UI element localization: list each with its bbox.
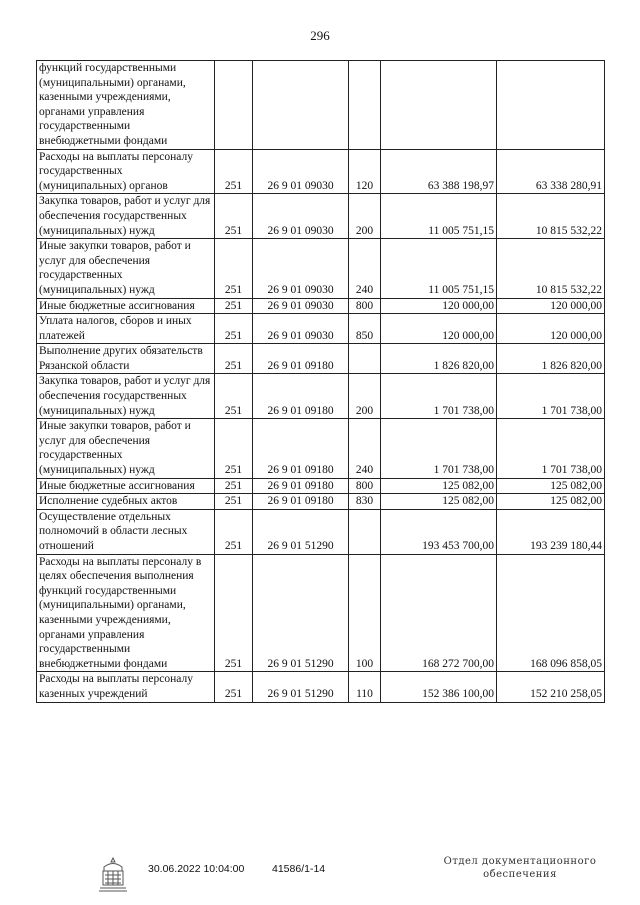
row-csr-cell: 26 9 01 51290	[253, 672, 349, 702]
row-vr-cell: 830	[349, 494, 381, 510]
row-ved-cell: 251	[215, 478, 253, 494]
row-fact-cell: 193 239 180,44	[497, 509, 605, 554]
table-row	[37, 672, 605, 702]
row-name-cell: функций государственными (муниципальными) органами, казенными учреждениями, органами управления государственными внебюджетными фондами	[37, 61, 215, 150]
row-csr-cell: 26 9 01 09030	[253, 314, 349, 344]
row-plan-cell: 168 272 700,00	[381, 554, 497, 672]
row-name-cell: Выполнение других обязательств Рязанской области	[37, 344, 215, 374]
row-vr-cell: 120	[349, 149, 381, 194]
row-csr-cell: 26 9 01 09180	[253, 478, 349, 494]
registration-date: 30.06.2022 10:04:00	[148, 863, 245, 875]
row-plan-cell	[381, 61, 497, 150]
page-number: 296	[310, 28, 330, 43]
row-csr-cell: 26 9 01 51290	[253, 554, 349, 672]
coat-of-arms-icon	[96, 855, 130, 895]
row-name-cell: Закупка товаров, работ и услуг для обеспечения государственных (муниципальных) нужд	[37, 374, 215, 419]
row-csr-cell: 26 9 01 09180	[253, 374, 349, 419]
row-plan-cell: 1 826 820,00	[381, 344, 497, 374]
row-fact-cell: 10 815 532,22	[497, 194, 605, 239]
row-plan-cell: 120 000,00	[381, 298, 497, 314]
table-row	[37, 239, 605, 298]
registration-number: 41586/1-14	[272, 863, 326, 875]
row-ved-cell: 251	[215, 374, 253, 419]
budget-table-body	[37, 61, 605, 703]
row-plan-cell: 11 005 751,15	[381, 239, 497, 298]
row-name-cell: Иные бюджетные ассигнования	[37, 298, 215, 314]
row-csr-cell: 26 9 01 09180	[253, 344, 349, 374]
row-csr-cell: 26 9 01 09030	[253, 298, 349, 314]
row-vr-cell: 100	[349, 554, 381, 672]
row-vr-cell: 110	[349, 672, 381, 702]
row-ved-cell: 251	[215, 554, 253, 672]
page-footer	[0, 853, 640, 903]
row-plan-cell: 63 388 198,97	[381, 149, 497, 194]
row-name-cell: Уплата налогов, сборов и иных платежей	[37, 314, 215, 344]
row-plan-cell: 125 082,00	[381, 478, 497, 494]
row-vr-cell: 200	[349, 374, 381, 419]
row-ved-cell: 251	[215, 344, 253, 374]
table-row	[37, 344, 605, 374]
office-stamp: Отдел документационного обеспечения	[443, 856, 597, 880]
row-csr-cell: 26 9 01 51290	[253, 509, 349, 554]
row-plan-cell: 152 386 100,00	[381, 672, 497, 702]
row-ved-cell	[215, 61, 253, 150]
row-fact-cell: 1 701 738,00	[497, 419, 605, 478]
row-plan-cell: 1 701 738,00	[381, 374, 497, 419]
row-fact-cell: 152 210 258,05	[497, 672, 605, 702]
row-vr-cell	[349, 509, 381, 554]
table-row	[37, 494, 605, 510]
table-row	[37, 149, 605, 194]
row-fact-cell: 125 082,00	[497, 494, 605, 510]
row-name-cell: Расходы на выплаты персоналу в целях обеспечения выполнения функций государственными (муниципальными) органами, казенными учреждениями, органами управления государственными внебюджетными фондами	[37, 554, 215, 672]
row-fact-cell: 120 000,00	[497, 314, 605, 344]
row-vr-cell: 800	[349, 298, 381, 314]
table-row	[37, 298, 605, 314]
row-csr-cell: 26 9 01 09180	[253, 494, 349, 510]
budget-table	[36, 60, 605, 703]
row-csr-cell: 26 9 01 09030	[253, 149, 349, 194]
row-plan-cell: 120 000,00	[381, 314, 497, 344]
row-ved-cell: 251	[215, 672, 253, 702]
row-fact-cell	[497, 61, 605, 150]
row-ved-cell: 251	[215, 298, 253, 314]
row-vr-cell: 240	[349, 419, 381, 478]
row-csr-cell: 26 9 01 09180	[253, 419, 349, 478]
row-name-cell: Иные закупки товаров, работ и услуг для обеспечения государственных (муниципальных) нужд	[37, 239, 215, 298]
row-plan-cell: 1 701 738,00	[381, 419, 497, 478]
table-row	[37, 314, 605, 344]
row-ved-cell: 251	[215, 194, 253, 239]
row-ved-cell: 251	[215, 314, 253, 344]
row-vr-cell	[349, 61, 381, 150]
row-name-cell: Расходы на выплаты персоналу государственных (муниципальных) органов	[37, 149, 215, 194]
row-ved-cell: 251	[215, 239, 253, 298]
row-name-cell: Расходы на выплаты персоналу казенных учреждений	[37, 672, 215, 702]
row-name-cell: Исполнение судебных актов	[37, 494, 215, 510]
row-name-cell: Осуществление отдельных полномочий в области лесных отношений	[37, 509, 215, 554]
row-ved-cell: 251	[215, 149, 253, 194]
row-vr-cell: 240	[349, 239, 381, 298]
row-fact-cell: 120 000,00	[497, 298, 605, 314]
row-name-cell: Закупка товаров, работ и услуг для обеспечения государственных (муниципальных) нужд	[37, 194, 215, 239]
row-fact-cell: 168 096 858,05	[497, 554, 605, 672]
table-row	[37, 554, 605, 672]
row-csr-cell: 26 9 01 09030	[253, 239, 349, 298]
row-fact-cell: 63 338 280,91	[497, 149, 605, 194]
row-plan-cell: 11 005 751,15	[381, 194, 497, 239]
row-fact-cell: 125 082,00	[497, 478, 605, 494]
row-plan-cell: 193 453 700,00	[381, 509, 497, 554]
table-row	[37, 374, 605, 419]
row-name-cell: Иные бюджетные ассигнования	[37, 478, 215, 494]
row-fact-cell: 1 826 820,00	[497, 344, 605, 374]
row-vr-cell: 200	[349, 194, 381, 239]
row-csr-cell	[253, 61, 349, 150]
row-ved-cell: 251	[215, 419, 253, 478]
row-vr-cell	[349, 344, 381, 374]
row-ved-cell: 251	[215, 494, 253, 510]
row-ved-cell: 251	[215, 509, 253, 554]
row-csr-cell: 26 9 01 09030	[253, 194, 349, 239]
table-row	[37, 478, 605, 494]
row-fact-cell: 10 815 532,22	[497, 239, 605, 298]
table-row	[37, 419, 605, 478]
row-vr-cell: 850	[349, 314, 381, 344]
table-row	[37, 194, 605, 239]
row-plan-cell: 125 082,00	[381, 494, 497, 510]
row-vr-cell: 800	[349, 478, 381, 494]
row-name-cell: Иные закупки товаров, работ и услуг для обеспечения государственных (муниципальных) нужд	[37, 419, 215, 478]
row-fact-cell: 1 701 738,00	[497, 374, 605, 419]
table-row	[37, 61, 605, 150]
table-row	[37, 509, 605, 554]
